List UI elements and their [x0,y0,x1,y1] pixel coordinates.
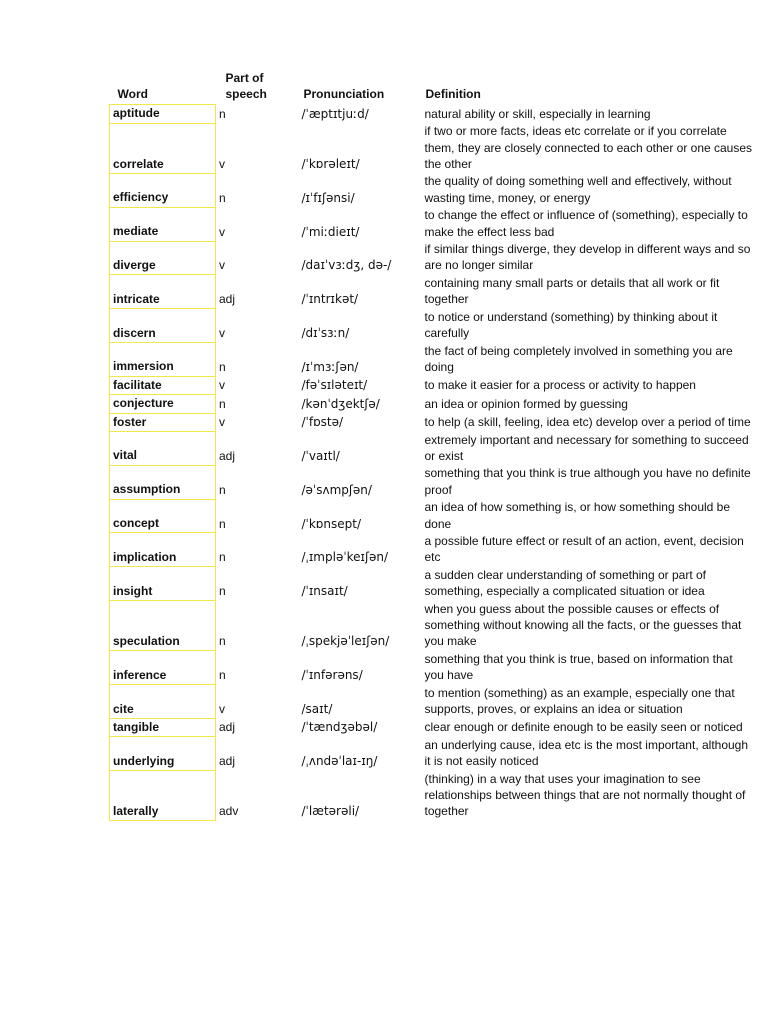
definition-cell: to help (a skill, feeling, idea etc) develop over a period of time [424,415,751,430]
word-cell: immersion [110,343,216,377]
definition-cell: to make it easier for a process or activity to happen [424,378,696,393]
vocabulary-table [109,70,758,821]
definition-cell: to notice or understand (something) by thinking about it carefully [424,309,718,341]
part-of-speech-cell: v [219,224,225,239]
table-row [110,309,758,343]
table-row [110,376,758,394]
definition-cell: something that you think is true although you have no definite proof [424,466,751,497]
table-row [110,123,758,173]
part-of-speech-cell: n [219,482,226,497]
part-of-speech-cell: adj [219,292,236,307]
pronunciation-cell: /əˈsʌmpʃən/ [301,482,372,497]
definition-cell: if two or more facts, ideas etc correlate or if you correlate them, they are closely connected to each other or one causes the other [424,124,753,172]
table-row [110,718,758,736]
header-definition: Definition [425,87,481,102]
part-of-speech-cell: adv [219,804,239,819]
table-row [110,395,758,413]
definition-cell: a sudden clear understanding of something or part of something, especially a complicated situation or idea [424,567,707,599]
table-row [110,533,758,567]
definition-cell: containing many small parts or details that all work or fit together [424,275,720,307]
table-row [110,105,758,123]
definition-cell: an idea or opinion formed by guessing [424,396,628,411]
part-of-speech-cell: v [219,157,225,172]
word-cell: correlate [110,123,216,173]
table-row [110,173,758,207]
table-row [110,651,758,685]
word-cell: insight [110,567,216,601]
word-cell: facilitate [110,376,216,394]
pronunciation-cell: /dɪˈsɜːn/ [301,326,350,341]
word-cell: aptitude [110,105,216,123]
word-cell: tangible [110,718,216,736]
pronunciation-cell: /ˌɪmpləˈkeɪʃən/ [301,550,389,565]
definition-cell: when you guess about the possible causes or effects of something without knowing all the facts, or the guesses that you make [424,601,742,649]
pronunciation-cell: /ˈæptɪtjuːd/ [301,106,369,121]
pronunciation-cell: /ˈvaɪtl/ [301,448,340,463]
definition-cell: the quality of doing something well and effectively, without wasting time, money, or energy [424,174,732,205]
table-row [110,413,758,431]
pronunciation-cell: /ɪˈfɪʃənsi/ [301,190,355,205]
pronunciation-cell: /ˈtændʒəbəl/ [301,720,378,735]
table-row [110,601,758,651]
word-cell: mediate [110,207,216,241]
pronunciation-cell: /daɪˈvɜːdʒ, də-/ [301,258,392,273]
header-word: Word [117,86,148,101]
pronunciation-cell: /saɪt/ [301,702,333,717]
definition-cell: natural ability or skill, especially in learning [424,106,651,121]
definition-cell: an underlying cause, idea etc is the most important, although it is not easily noticed [424,737,749,769]
pronunciation-cell: /ˈɪnsaɪt/ [301,584,348,599]
part-of-speech-cell: n [219,396,226,411]
definition-cell: something that you think is true, based on information that you have [424,651,733,683]
word-cell: foster [110,413,216,431]
definition-cell: if similar things diverge, they develop in different ways and so are no longer similar [424,242,751,273]
word-cell: concept [110,499,216,533]
table-row [110,737,758,771]
table-row [110,343,758,377]
word-cell: underlying [110,737,216,771]
table-row [110,241,758,275]
table-row [110,771,758,821]
pronunciation-cell: /ɪˈmɜːʃən/ [301,359,359,374]
part-of-speech-cell: n [219,550,226,565]
part-of-speech-cell: v [219,258,225,273]
word-cell: inference [110,651,216,685]
word-cell: efficiency [110,173,216,207]
word-cell: laterally [110,771,216,821]
pronunciation-cell: /ˈfɒstə/ [301,415,344,430]
definition-cell: (thinking) in a way that uses your imagination to see relationships between things that are not normally thought of together [424,771,746,819]
part-of-speech-cell: n [219,668,226,683]
word-cell: intricate [110,275,216,309]
definition-cell: extremely important and necessary for something to succeed or exist [424,432,749,463]
definition-cell: the fact of being completely involved in something you are doing [424,343,733,374]
table-row [110,567,758,601]
pronunciation-cell: /fəˈsɪləteɪt/ [301,378,368,393]
word-cell: conjecture [110,395,216,413]
pronunciation-cell: /kənˈdʒektʃə/ [301,396,380,411]
pronunciation-cell: /ˈɪnfərəns/ [301,668,363,683]
table-row [110,499,758,533]
definition-cell: to change the effect or influence of (something), especially to make the effect less bad [424,208,748,239]
table-row [110,685,758,719]
part-of-speech-cell: adj [219,720,236,735]
definition-cell: clear enough or definite enough to be easily seen or noticed [424,720,743,735]
part-of-speech-cell: v [219,702,225,717]
pronunciation-cell: /ˈlætərəli/ [301,804,360,819]
definition-cell: a possible future effect or result of an action, event, decision etc [424,533,744,565]
table-row [110,432,758,466]
definition-cell: an idea of how something is, or how something should be done [424,500,731,531]
part-of-speech-cell: v [219,415,225,430]
word-cell: assumption [110,465,216,499]
part-of-speech-cell: adj [219,448,236,463]
word-cell: vital [110,432,216,466]
header-row [110,70,758,105]
part-of-speech-cell: n [219,584,226,599]
pronunciation-cell: /ˌspekjəˈleɪʃən/ [301,634,390,649]
table-row [110,465,758,499]
part-of-speech-cell: n [219,634,226,649]
part-of-speech-cell: n [219,516,226,531]
header-part-of-speech: Part of speech [225,71,267,102]
part-of-speech-cell: adj [219,754,236,769]
pronunciation-cell: /ˈkɒrəleɪt/ [301,157,360,172]
part-of-speech-cell: n [219,359,226,374]
table-row [110,207,758,241]
table-row [110,275,758,309]
pronunciation-cell: /ˈmiːdieɪt/ [301,224,360,239]
part-of-speech-cell: v [219,378,225,393]
header-pronunciation: Pronunciation [303,87,385,102]
word-cell: diverge [110,241,216,275]
definition-cell: to mention (something) as an example, especially one that supports, proves, or explains an idea or situation [424,685,735,717]
word-cell: implication [110,533,216,567]
word-cell: speculation [110,601,216,651]
part-of-speech-cell: v [219,326,225,341]
pronunciation-cell: /ˈɪntrɪkət/ [301,292,359,307]
part-of-speech-cell: n [219,106,226,121]
word-cell: cite [110,685,216,719]
pronunciation-cell: /ˌʌndəˈlaɪ-ɪŋ/ [301,754,378,769]
pronunciation-cell: /ˈkɒnsept/ [301,516,362,531]
part-of-speech-cell: n [219,190,226,205]
word-cell: discern [110,309,216,343]
